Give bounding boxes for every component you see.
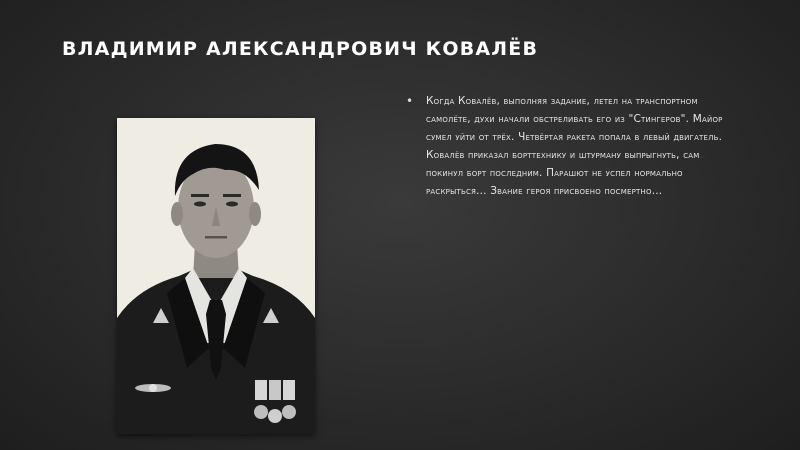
- mouth: [205, 236, 227, 239]
- portrait-photo: [117, 118, 315, 434]
- medal-ribbon-3: [283, 380, 295, 400]
- right-eyebrow: [223, 194, 241, 197]
- bullet-text: Когда Ковалёв, выполняя задание, летел на транспортном самолёте, духи начали обстреливать его из "Стингеров". Майор сумел уйти от трёх. Четвёртая ракета попала в левый двигатель. Ковалёв приказал борттехнику и штурману выпрыгнуть, сам покинул борт последним. Парашют не успел нормально раскрыться... Звание героя присвоено посмертно...: [426, 95, 723, 197]
- wings-badge-center: [149, 384, 157, 392]
- slide-title: ВЛАДИМИР АЛЕКСАНДРОВИЧ КОВАЛЁВ: [62, 38, 539, 60]
- left-ear: [171, 202, 183, 226]
- medal-2: [268, 409, 282, 423]
- medal-ribbon-2: [269, 380, 281, 400]
- medal-3: [282, 405, 296, 419]
- right-ear: [249, 202, 261, 226]
- right-eye: [226, 202, 238, 207]
- medal-ribbon-1: [255, 380, 267, 400]
- slide-content: [406, 92, 726, 200]
- medal-1: [254, 405, 268, 419]
- left-eye: [194, 202, 206, 207]
- portrait-illustration: [117, 118, 315, 434]
- bullet-icon: •: [406, 94, 414, 108]
- bullet-item: [406, 92, 726, 200]
- left-eyebrow: [191, 194, 209, 197]
